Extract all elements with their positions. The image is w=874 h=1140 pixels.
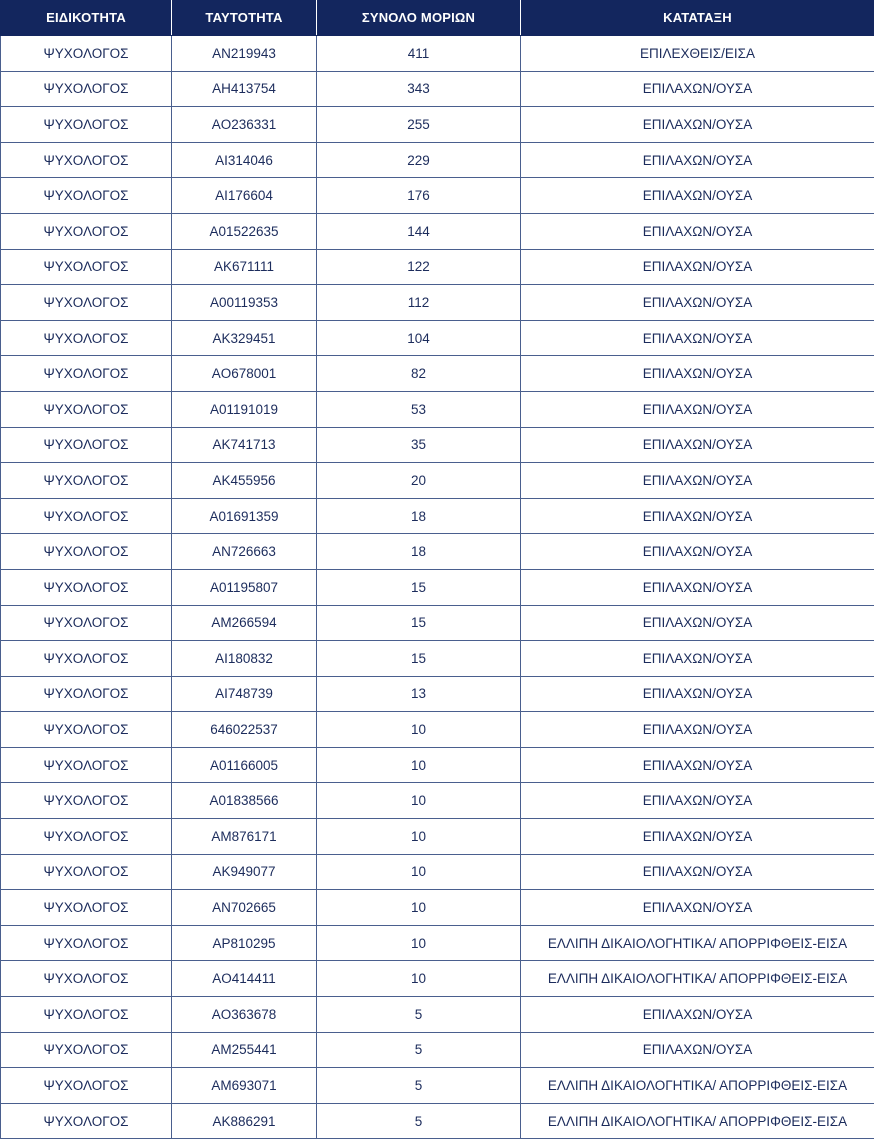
cell-total-points: 343 — [317, 71, 521, 107]
table-row — [1, 605, 874, 641]
cell-total-points: 13 — [317, 676, 521, 712]
cell-ranking: ΕΠΙΛΑΧΩΝ/ΟΥΣΑ — [521, 320, 874, 356]
cell-specialty: ΨΥΧΟΛΟΓΟΣ — [1, 427, 172, 463]
cell-total-points: 10 — [317, 819, 521, 855]
table-row — [1, 356, 874, 392]
cell-id-number: A01166005 — [172, 747, 317, 783]
cell-specialty: ΨΥΧΟΛΟΓΟΣ — [1, 178, 172, 214]
table-row — [1, 783, 874, 819]
cell-id-number: A01191019 — [172, 391, 317, 427]
table-row — [1, 961, 874, 997]
cell-ranking: ΕΠΙΛΑΧΩΝ/ΟΥΣΑ — [521, 249, 874, 285]
cell-total-points: 10 — [317, 783, 521, 819]
cell-ranking: ΕΠΙΛΑΧΩΝ/ΟΥΣΑ — [521, 213, 874, 249]
table-row — [1, 747, 874, 783]
table-row — [1, 1032, 874, 1068]
cell-ranking: ΕΠΙΛΑΧΩΝ/ΟΥΣΑ — [521, 107, 874, 143]
cell-ranking: ΕΠΙΛΑΧΩΝ/ΟΥΣΑ — [521, 391, 874, 427]
cell-total-points: 10 — [317, 890, 521, 926]
cell-ranking: ΕΠΙΛΑΧΩΝ/ΟΥΣΑ — [521, 356, 874, 392]
header-id-number: ΤΑΥΤΟΤΗΤΑ — [172, 0, 317, 36]
cell-ranking: ΕΠΙΛΑΧΩΝ/ΟΥΣΑ — [521, 712, 874, 748]
cell-specialty: ΨΥΧΟΛΟΓΟΣ — [1, 676, 172, 712]
cell-ranking: ΕΛΛΙΠΗ ΔΙΚΑΙΟΛΟΓΗΤΙΚΑ/ ΑΠΟΡΡΙΦΘΕΙΣ-ΕΙΣΑ — [521, 1103, 874, 1139]
cell-specialty: ΨΥΧΟΛΟΓΟΣ — [1, 1032, 172, 1068]
cell-total-points: 15 — [317, 641, 521, 677]
table-row — [1, 1068, 874, 1104]
table-row — [1, 854, 874, 890]
cell-specialty: ΨΥΧΟΛΟΓΟΣ — [1, 142, 172, 178]
cell-id-number: A00119353 — [172, 285, 317, 321]
cell-ranking: ΕΠΙΛΑΧΩΝ/ΟΥΣΑ — [521, 534, 874, 570]
cell-ranking: ΕΠΙΛΑΧΩΝ/ΟΥΣΑ — [521, 747, 874, 783]
cell-specialty: ΨΥΧΟΛΟΓΟΣ — [1, 890, 172, 926]
cell-id-number: AP810295 — [172, 925, 317, 961]
cell-ranking: ΕΠΙΛΑΧΩΝ/ΟΥΣΑ — [521, 890, 874, 926]
table-row — [1, 498, 874, 534]
cell-specialty: ΨΥΧΟΛΟΓΟΣ — [1, 925, 172, 961]
table-row — [1, 285, 874, 321]
cell-id-number: A01522635 — [172, 213, 317, 249]
cell-specialty: ΨΥΧΟΛΟΓΟΣ — [1, 36, 172, 72]
cell-ranking: ΕΠΙΛΑΧΩΝ/ΟΥΣΑ — [521, 285, 874, 321]
table-row — [1, 463, 874, 499]
cell-ranking: ΕΠΙΛΑΧΩΝ/ΟΥΣΑ — [521, 676, 874, 712]
cell-specialty: ΨΥΧΟΛΟΓΟΣ — [1, 783, 172, 819]
table-row — [1, 997, 874, 1033]
cell-total-points: 112 — [317, 285, 521, 321]
cell-id-number: AO678001 — [172, 356, 317, 392]
table-row — [1, 641, 874, 677]
cell-id-number: AM255441 — [172, 1032, 317, 1068]
cell-total-points: 82 — [317, 356, 521, 392]
table-row — [1, 534, 874, 570]
cell-total-points: 53 — [317, 391, 521, 427]
cell-specialty: ΨΥΧΟΛΟΓΟΣ — [1, 641, 172, 677]
cell-specialty: ΨΥΧΟΛΟΓΟΣ — [1, 71, 172, 107]
cell-specialty: ΨΥΧΟΛΟΓΟΣ — [1, 569, 172, 605]
cell-ranking: ΕΠΙΛΑΧΩΝ/ΟΥΣΑ — [521, 178, 874, 214]
cell-total-points: 229 — [317, 142, 521, 178]
cell-total-points: 122 — [317, 249, 521, 285]
cell-total-points: 255 — [317, 107, 521, 143]
cell-total-points: 176 — [317, 178, 521, 214]
cell-specialty: ΨΥΧΟΛΟΓΟΣ — [1, 320, 172, 356]
cell-specialty: ΨΥΧΟΛΟΓΟΣ — [1, 285, 172, 321]
cell-specialty: ΨΥΧΟΛΟΓΟΣ — [1, 1068, 172, 1104]
table-row — [1, 391, 874, 427]
cell-specialty: ΨΥΧΟΛΟΓΟΣ — [1, 498, 172, 534]
cell-ranking: ΕΠΙΛΑΧΩΝ/ΟΥΣΑ — [521, 605, 874, 641]
table-row — [1, 142, 874, 178]
cell-total-points: 20 — [317, 463, 521, 499]
table-row — [1, 178, 874, 214]
cell-total-points: 15 — [317, 605, 521, 641]
table-row — [1, 890, 874, 926]
cell-specialty: ΨΥΧΟΛΟΓΟΣ — [1, 605, 172, 641]
cell-ranking: ΕΠΙΛΑΧΩΝ/ΟΥΣΑ — [521, 854, 874, 890]
cell-specialty: ΨΥΧΟΛΟΓΟΣ — [1, 213, 172, 249]
cell-id-number: AK671111 — [172, 249, 317, 285]
table-row — [1, 569, 874, 605]
cell-id-number: AO414411 — [172, 961, 317, 997]
cell-specialty: ΨΥΧΟΛΟΓΟΣ — [1, 1103, 172, 1139]
table-row — [1, 819, 874, 855]
cell-specialty: ΨΥΧΟΛΟΓΟΣ — [1, 997, 172, 1033]
cell-ranking: ΕΠΙΛΑΧΩΝ/ΟΥΣΑ — [521, 142, 874, 178]
cell-specialty: ΨΥΧΟΛΟΓΟΣ — [1, 712, 172, 748]
cell-total-points: 18 — [317, 534, 521, 570]
header-row — [1, 0, 874, 36]
cell-ranking: ΕΠΙΛΑΧΩΝ/ΟΥΣΑ — [521, 569, 874, 605]
table-row — [1, 249, 874, 285]
cell-ranking: ΕΠΙΛΑΧΩΝ/ΟΥΣΑ — [521, 498, 874, 534]
cell-specialty: ΨΥΧΟΛΟΓΟΣ — [1, 463, 172, 499]
cell-total-points: 5 — [317, 1068, 521, 1104]
cell-ranking: ΕΠΙΛΑΧΩΝ/ΟΥΣΑ — [521, 641, 874, 677]
table-row — [1, 36, 874, 72]
cell-total-points: 5 — [317, 1103, 521, 1139]
cell-total-points: 10 — [317, 925, 521, 961]
table-body — [1, 36, 874, 1139]
cell-ranking: ΕΠΙΛΕΧΘΕΙΣ/ΕΙΣΑ — [521, 36, 874, 72]
cell-specialty: ΨΥΧΟΛΟΓΟΣ — [1, 961, 172, 997]
header-ranking: ΚΑΤΑΤΑΞΗ — [521, 0, 874, 36]
cell-id-number: AK455956 — [172, 463, 317, 499]
cell-id-number: A01838566 — [172, 783, 317, 819]
table-header — [1, 0, 874, 36]
cell-total-points: 10 — [317, 712, 521, 748]
table-row — [1, 107, 874, 143]
cell-ranking: ΕΠΙΛΑΧΩΝ/ΟΥΣΑ — [521, 427, 874, 463]
cell-ranking: ΕΠΙΛΑΧΩΝ/ΟΥΣΑ — [521, 71, 874, 107]
header-total-points: ΣΥΝΟΛΟ ΜΟΡΙΩΝ — [317, 0, 521, 36]
cell-specialty: ΨΥΧΟΛΟΓΟΣ — [1, 356, 172, 392]
cell-id-number: AM693071 — [172, 1068, 317, 1104]
table-row — [1, 712, 874, 748]
cell-ranking: ΕΠΙΛΑΧΩΝ/ΟΥΣΑ — [521, 819, 874, 855]
cell-id-number: 646022537 — [172, 712, 317, 748]
cell-total-points: 10 — [317, 854, 521, 890]
cell-id-number: A01195807 — [172, 569, 317, 605]
cell-id-number: AI314046 — [172, 142, 317, 178]
cell-id-number: AM266594 — [172, 605, 317, 641]
cell-ranking: ΕΠΙΛΑΧΩΝ/ΟΥΣΑ — [521, 1032, 874, 1068]
cell-id-number: AI176604 — [172, 178, 317, 214]
cell-id-number: AK329451 — [172, 320, 317, 356]
table-row — [1, 427, 874, 463]
table-row — [1, 320, 874, 356]
cell-specialty: ΨΥΧΟΛΟΓΟΣ — [1, 107, 172, 143]
cell-id-number: AO236331 — [172, 107, 317, 143]
cell-ranking: ΕΛΛΙΠΗ ΔΙΚΑΙΟΛΟΓΗΤΙΚΑ/ ΑΠΟΡΡΙΦΘΕΙΣ-ΕΙΣΑ — [521, 1068, 874, 1104]
cell-id-number: AN219943 — [172, 36, 317, 72]
cell-id-number: AI180832 — [172, 641, 317, 677]
cell-total-points: 35 — [317, 427, 521, 463]
cell-specialty: ΨΥΧΟΛΟΓΟΣ — [1, 854, 172, 890]
cell-id-number: AK949077 — [172, 854, 317, 890]
cell-specialty: ΨΥΧΟΛΟΓΟΣ — [1, 249, 172, 285]
cell-id-number: AI748739 — [172, 676, 317, 712]
cell-id-number: AM876171 — [172, 819, 317, 855]
cell-id-number: A01691359 — [172, 498, 317, 534]
header-specialty: ΕΙΔΙΚΟΤΗΤΑ — [1, 0, 172, 36]
cell-total-points: 10 — [317, 961, 521, 997]
table-row — [1, 213, 874, 249]
cell-total-points: 5 — [317, 997, 521, 1033]
cell-total-points: 411 — [317, 36, 521, 72]
cell-specialty: ΨΥΧΟΛΟΓΟΣ — [1, 747, 172, 783]
cell-ranking: ΕΠΙΛΑΧΩΝ/ΟΥΣΑ — [521, 997, 874, 1033]
cell-total-points: 10 — [317, 747, 521, 783]
cell-ranking: ΕΛΛΙΠΗ ΔΙΚΑΙΟΛΟΓΗΤΙΚΑ/ ΑΠΟΡΡΙΦΘΕΙΣ-ΕΙΣΑ — [521, 925, 874, 961]
cell-total-points: 5 — [317, 1032, 521, 1068]
table-row — [1, 71, 874, 107]
cell-id-number: AK886291 — [172, 1103, 317, 1139]
cell-total-points: 15 — [317, 569, 521, 605]
table-row — [1, 925, 874, 961]
cell-total-points: 18 — [317, 498, 521, 534]
cell-total-points: 144 — [317, 213, 521, 249]
table-row — [1, 676, 874, 712]
cell-ranking: ΕΠΙΛΑΧΩΝ/ΟΥΣΑ — [521, 783, 874, 819]
cell-id-number: AK741713 — [172, 427, 317, 463]
cell-id-number: AN726663 — [172, 534, 317, 570]
cell-total-points: 104 — [317, 320, 521, 356]
cell-ranking: ΕΛΛΙΠΗ ΔΙΚΑΙΟΛΟΓΗΤΙΚΑ/ ΑΠΟΡΡΙΦΘΕΙΣ-ΕΙΣΑ — [521, 961, 874, 997]
cell-specialty: ΨΥΧΟΛΟΓΟΣ — [1, 819, 172, 855]
table-row — [1, 1103, 874, 1139]
cell-specialty: ΨΥΧΟΛΟΓΟΣ — [1, 534, 172, 570]
cell-id-number: AH413754 — [172, 71, 317, 107]
cell-id-number: AN702665 — [172, 890, 317, 926]
cell-specialty: ΨΥΧΟΛΟΓΟΣ — [1, 391, 172, 427]
cell-ranking: ΕΠΙΛΑΧΩΝ/ΟΥΣΑ — [521, 463, 874, 499]
cell-id-number: AO363678 — [172, 997, 317, 1033]
